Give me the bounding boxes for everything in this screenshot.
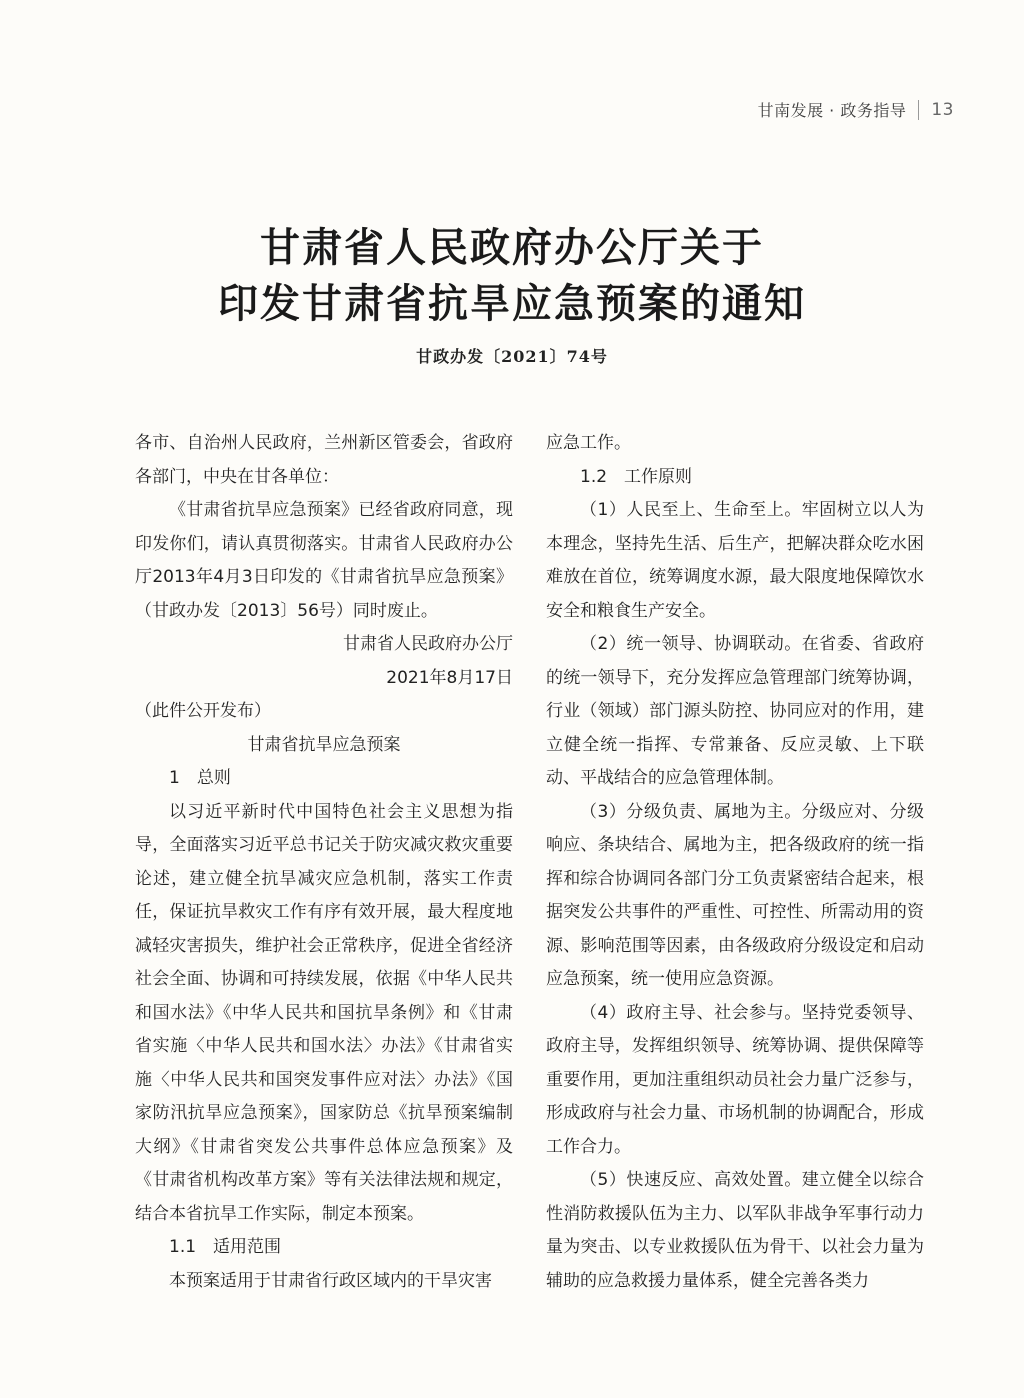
section-1-heading: 1 总则 bbox=[169, 768, 231, 788]
title-line-1: 甘肃省人民政府办公厅关于 bbox=[260, 224, 764, 271]
plan-title: 甘肃省抗旱应急预案 bbox=[247, 734, 401, 755]
journal-name: 甘南发展 · 政务指导 bbox=[757, 101, 907, 120]
section-1-1-heading: 1.1 适用范围 bbox=[169, 1237, 282, 1257]
principle-2: （2）统一领导、协调联动。在省委、省政府的统一领导下，充分发挥应急管理部门统筹协调，行业（领域）部门源头防控、协同应对的作用，建立健全统一指挥、专常兼备、反应灵敏、上下联动、平战结合的应急管理体制。 bbox=[546, 634, 924, 788]
page-number: 13 bbox=[931, 99, 954, 120]
issuer: 甘肃省人民政府办公厅 bbox=[343, 634, 513, 654]
principle-3: （3）分级负责、属地为主。分级应对、分级响应、条块结合、属地为主，把各级政府的统一指挥和综合协调同各部门分工负责紧密结合起来，根据突发公共事件的严重性、可控性、所需动用的资源、影响范围等因素，由各级政府分级设定和启动应急预案，统一使用应急资源。 bbox=[546, 801, 924, 989]
right-column bbox=[546, 427, 924, 1298]
section-1-2-heading: 1.2 工作原则 bbox=[580, 466, 693, 487]
issue-date: 2021年8月17日 bbox=[386, 667, 513, 688]
scope-continuation: 应急工作。 bbox=[546, 433, 631, 453]
section-1-1-text: 本预案适用于甘肃省行政区域内的干旱灾害 bbox=[169, 1270, 492, 1291]
section-1-text: 以习近平新时代中国特色社会主义思想为指导，全面落实习近平总书记关于防灾减灾救灾重要论述，建立健全抗旱减灾应急机制，落实工作责任，保证抗旱救灾工作有序有效开展，最大程度地减轻灾害损失，维护社会正常秩序，促进全省经济社会全面、协调和可持续发展，依据《中华人民共和国水法》《中华人民共和国抗旱条例》和《甘肃省实施〈中华人民共和国水法〉办法》《甘肃省实施〈中华人民共和国突发事件应对法〉办法》《国家防汛抗旱应急预案》，国家防总《抗旱预案编制大纲》《甘肃省突发公共事件总体应急预案》及《甘肃省机构改革方案》等有关法律法规和规定，结合本省抗旱工作实际，制定本预案。 bbox=[135, 801, 513, 1224]
principle-5: （5）快速反应、高效处置。建立健全以综合性消防救援队伍为主力、以军队非战争军事行动力量为突击、以专业救援队伍为骨干、以社会力量为辅助的应急救援力量体系，健全完善各类力 bbox=[546, 1170, 924, 1291]
principle-4: （4）政府主导、社会参与。坚持党委领导、政府主导，发挥组织领导、统筹协调、提供保障等重要作用，更加注重组织动员社会力量广泛参与，形成政府与社会力量、市场机制的协调配合，形成工作合力。 bbox=[546, 1002, 924, 1157]
header-divider bbox=[918, 100, 919, 120]
title-line-2: 印发甘肃省抗旱应急预案的通知 bbox=[218, 280, 806, 327]
publication-note: （此件公开发布） bbox=[135, 701, 271, 721]
addressee: 各市、自治州人民政府，兰州新区管委会，省政府各部门，中央在甘各单位： bbox=[135, 433, 513, 487]
principle-1: （1）人民至上、生命至上。牢固树立以人为本理念，坚持先生活、后生产，把解决群众吃水困难放在首位，统筹调度水源，最大限度地保障饮水安全和粮食生产安全。 bbox=[546, 500, 924, 621]
running-header bbox=[758, 98, 954, 121]
document-title bbox=[0, 220, 1024, 332]
notice-body: 《甘肃省抗旱应急预案》已经省政府同意，现印发你们，请认真贯彻落实。甘肃省人民政府办公厅2013年4月3日印发的《甘肃省抗旱应急预案》（甘政办发〔2013〕56号）同时废止。 bbox=[135, 500, 513, 621]
left-column bbox=[135, 427, 513, 1298]
document-number: 甘政办发〔2021〕74号 bbox=[416, 347, 608, 366]
